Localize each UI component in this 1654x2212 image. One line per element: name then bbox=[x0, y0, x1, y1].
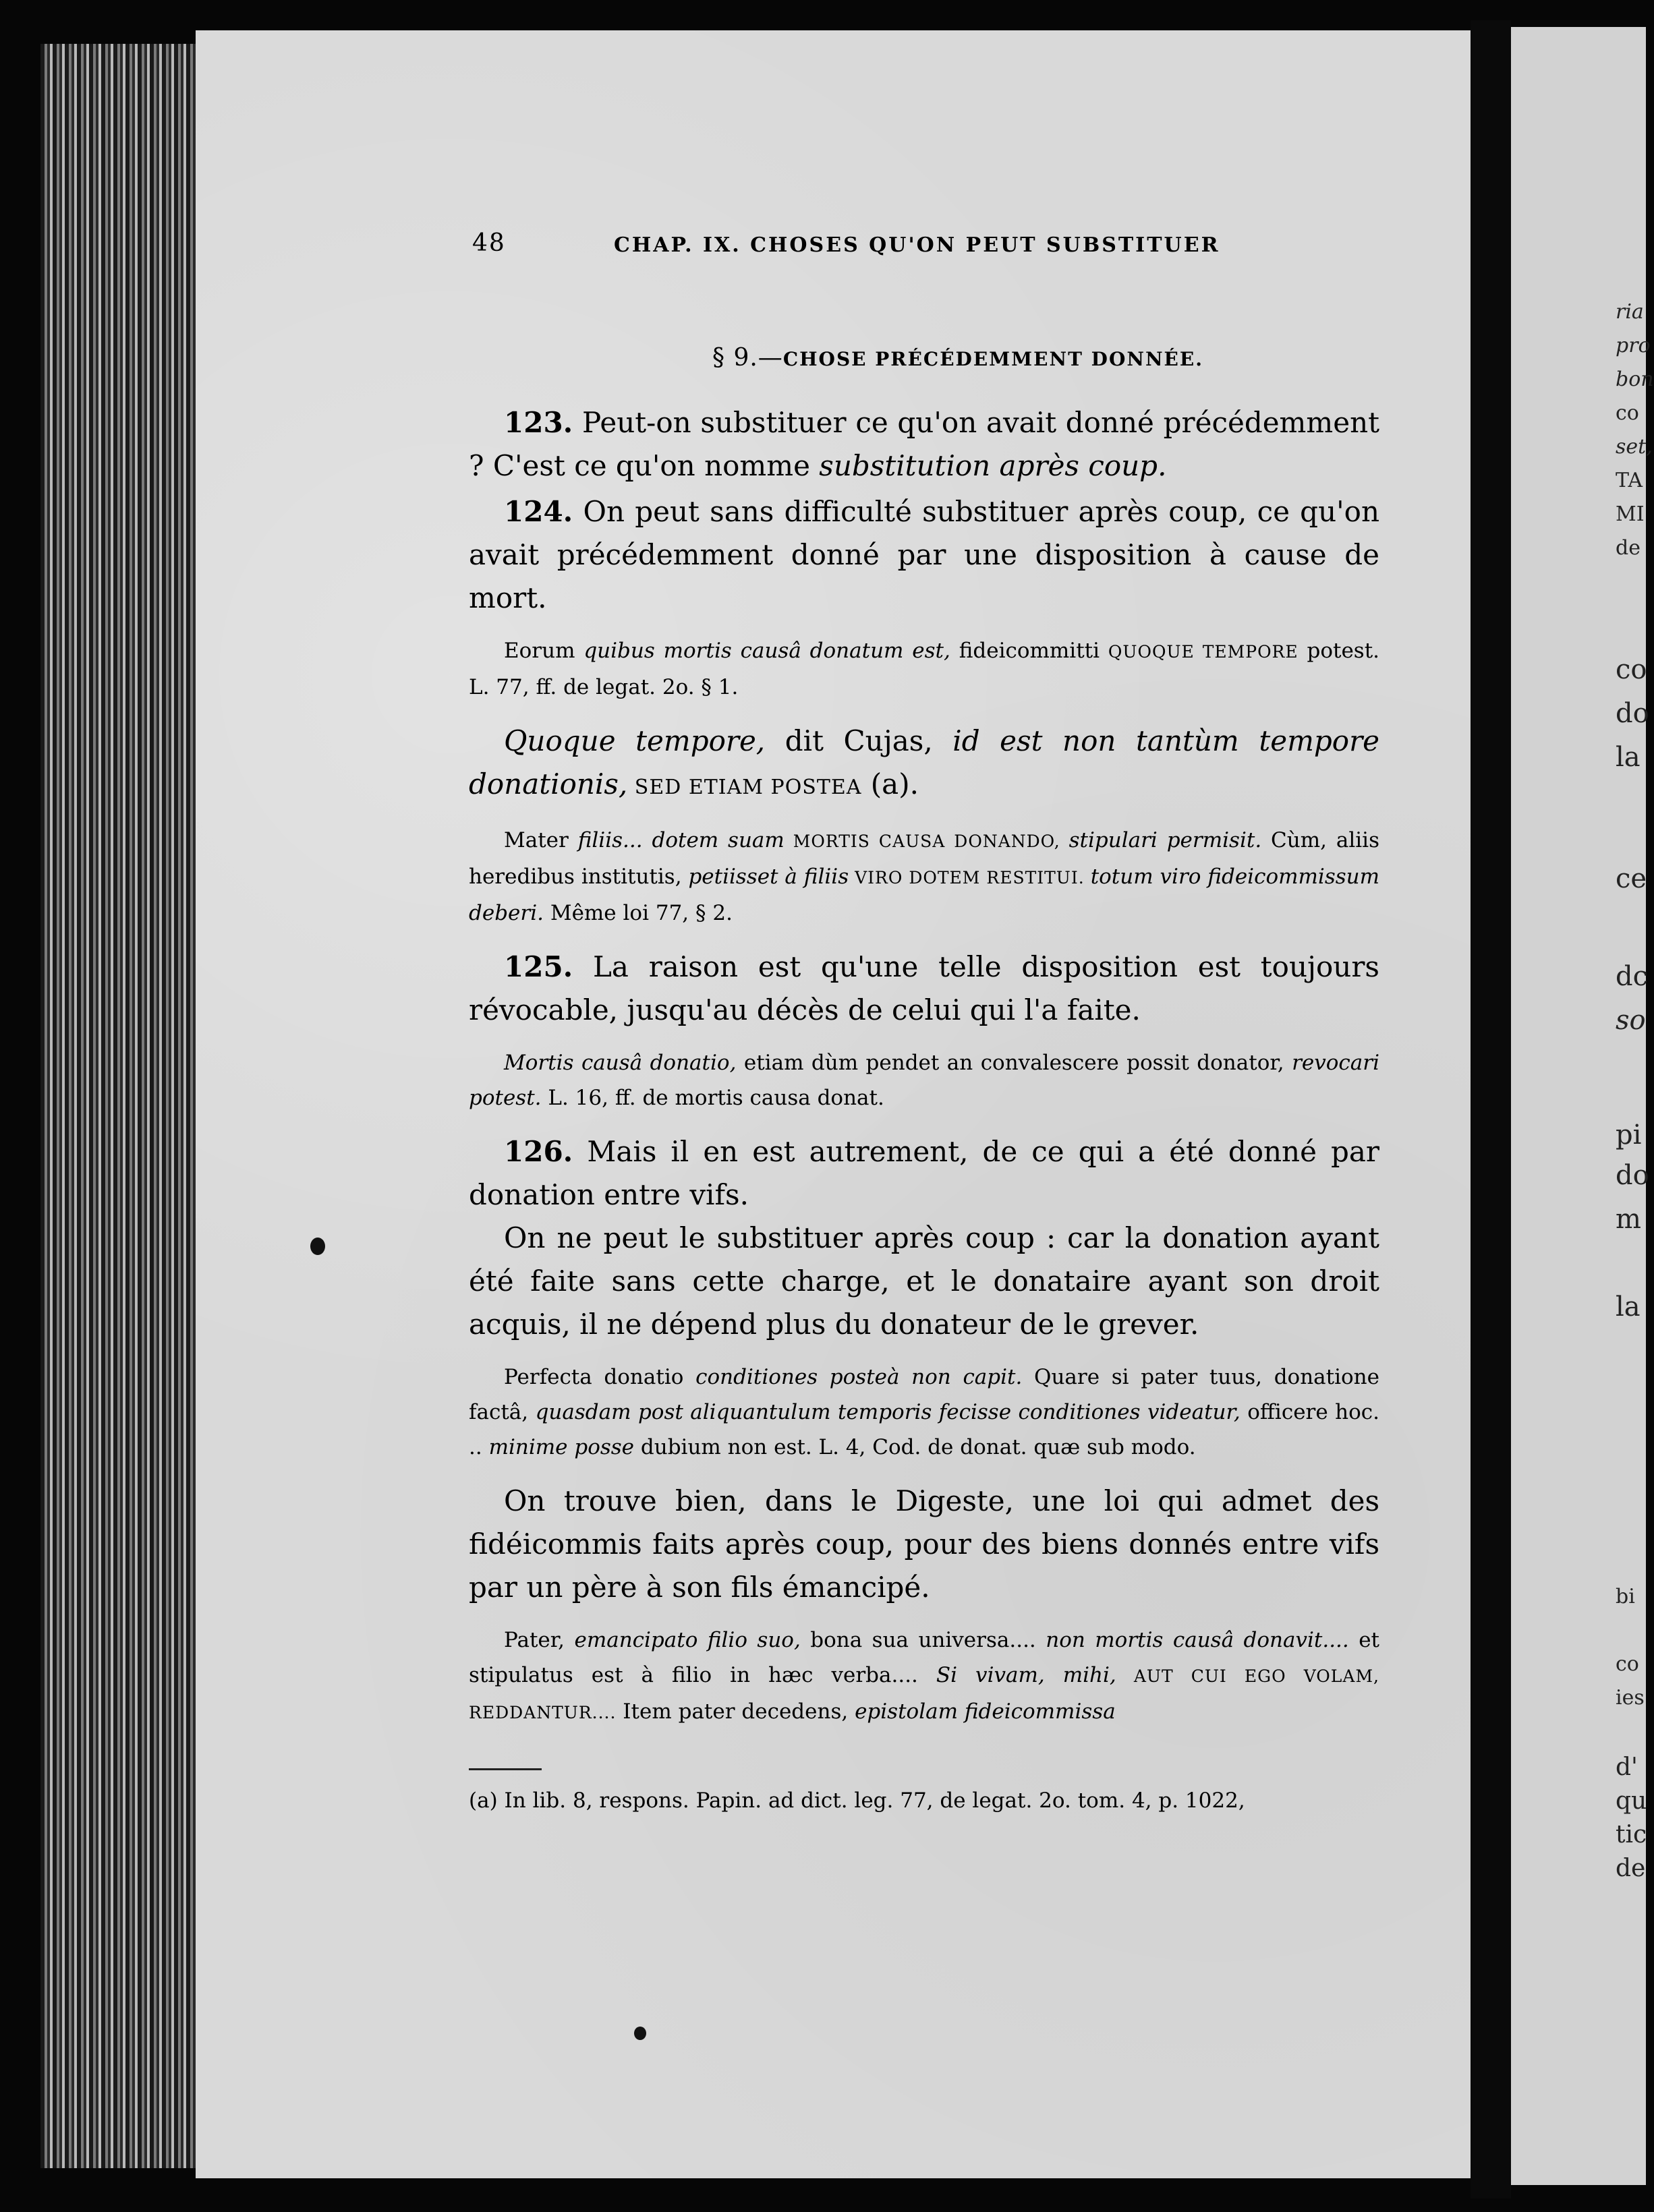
ink-spot bbox=[634, 2027, 646, 2040]
facing-fragment: ria bbox=[1616, 300, 1644, 324]
paragraph-number: 126. bbox=[504, 1135, 573, 1168]
quote-italic: quibus mortis causâ donatum est, bbox=[583, 639, 950, 663]
page-number: 48 bbox=[472, 229, 506, 257]
section-title: CHOSE PRÉCÉDEMMENT DONNÉE. bbox=[782, 348, 1203, 370]
quote-text: officere hoc. .. bbox=[469, 1400, 1380, 1459]
latin-quotation bbox=[469, 1045, 1379, 1115]
quote-smallcaps: AUT CUI EGO VOLAM, REDDANTUR.... bbox=[469, 1666, 1380, 1722]
quote-italic: conditiones posteà non capit. bbox=[695, 1365, 1023, 1389]
paragraph-text: dit Cujas, bbox=[765, 724, 953, 757]
quote-italic: totum viro fideicommissum deberi. bbox=[469, 865, 1379, 925]
facing-fragment: co bbox=[1616, 401, 1639, 425]
footnote-rule bbox=[469, 1768, 542, 1770]
facing-fragment: ce bbox=[1616, 863, 1647, 894]
quote-text: Eorum bbox=[504, 639, 584, 663]
quote-text: Item pater decedens, bbox=[616, 1699, 855, 1724]
paragraph-123 bbox=[469, 401, 1379, 488]
quote-text: Mater bbox=[504, 828, 578, 852]
paragraph-number: 125. bbox=[504, 950, 573, 983]
paragraph-text: Peut-on substituer ce qu'on avait donné précédemment ? C'est ce qu'on nomme bbox=[469, 406, 1379, 482]
facing-fragment: co bbox=[1616, 1652, 1639, 1676]
facing-fragment: pi bbox=[1616, 1119, 1642, 1151]
paragraph-number: 123. bbox=[504, 406, 573, 439]
quote-citation: L. 16, ff. de mortis causa donat. bbox=[541, 1086, 884, 1110]
quote-text: Pater, bbox=[504, 1628, 575, 1652]
quote-italic: non mortis causâ donavit.... bbox=[1046, 1628, 1349, 1652]
footnote-marker: (a). bbox=[861, 767, 919, 801]
facing-fragment: de bbox=[1616, 536, 1641, 560]
facing-fragment: pro bbox=[1616, 334, 1651, 357]
quote-smallcaps: MORTIS CAUSA DONANDO, bbox=[784, 832, 1069, 851]
facing-fragment: d' bbox=[1616, 1753, 1638, 1781]
quote-italic: quasdam post aliquantulum temporis fecisse conditiones videatur, bbox=[535, 1400, 1240, 1424]
paragraph-digeste: On trouve bien, dans le Digeste, une loi qui admet des fidéicommis faits après coup, pour des biens donnés entre vifs par un père à son fils émancipé. bbox=[469, 1484, 1379, 1604]
paragraph-emphasis: id est non tantùm tempore donationis, bbox=[469, 724, 1379, 801]
quote-text: etiam dùm pendet an convalescere possit donator, bbox=[736, 1051, 1292, 1075]
facing-fragment: de bbox=[1616, 1855, 1646, 1882]
paragraph-smallcaps: SED ETIAM POSTEA bbox=[627, 776, 862, 799]
facing-page-fragment bbox=[1511, 27, 1654, 2185]
facing-fragment: dc bbox=[1616, 961, 1649, 992]
paragraph-124 bbox=[469, 490, 1379, 620]
paragraph-126-continued: On ne peut le substituer après coup : car la donation ayant été faite sans cette charge, et le donataire ayant son droit acquis, il ne dépend plus du donateur de le grever. bbox=[469, 1221, 1379, 1341]
quote-smallcaps: VIRO DOTEM RESTITUI. bbox=[849, 868, 1091, 887]
quote-citation: potest. L. 77, ff. de legat. 2o. § 1. bbox=[469, 639, 1380, 699]
book-gutter bbox=[1471, 20, 1511, 2199]
latin-quotation bbox=[469, 633, 1379, 705]
facing-fragment: do bbox=[1616, 1160, 1649, 1191]
facing-fragment: do bbox=[1616, 698, 1649, 729]
facing-fragment: so bbox=[1616, 1005, 1646, 1036]
latin-quotation bbox=[469, 1623, 1379, 1730]
facing-fragment: ies bbox=[1616, 1686, 1645, 1710]
footnote: (a) In lib. 8, respons. Papin. ad dict. leg. 77, de legat. 2o. tom. 4, p. 1022, bbox=[469, 1788, 1245, 1813]
quote-text: et stipulatus est à filio in hæc verba.... bbox=[469, 1628, 1380, 1687]
quote-citation: Même loi 77, § 2. bbox=[543, 901, 733, 925]
section-heading bbox=[536, 344, 1379, 372]
facing-fragment: TA bbox=[1616, 469, 1643, 492]
latin-quotation bbox=[469, 1360, 1379, 1465]
book-page-edges bbox=[40, 44, 216, 2168]
quote-italic: filiis... dotem suam bbox=[577, 828, 785, 852]
quote-text: Cùm, aliis heredibus institutis, bbox=[469, 828, 1379, 889]
quote-text: Perfecta donatio bbox=[504, 1365, 696, 1389]
paragraph-cujas bbox=[469, 720, 1379, 809]
facing-fragment: bi bbox=[1616, 1585, 1635, 1608]
paragraph-emphasis: Quoque tempore, bbox=[504, 724, 766, 757]
quote-italic: epistolam fideicommissa bbox=[855, 1699, 1116, 1724]
facing-fragment: set, bbox=[1616, 435, 1653, 459]
paragraph-text: Mais il en est autrement, de ce qui a été donné par donation entre vifs. bbox=[469, 1135, 1379, 1211]
facing-fragment: bon bbox=[1616, 368, 1654, 391]
quote-text: fideicommitti bbox=[950, 639, 1108, 663]
quote-italic: revocari potest. bbox=[469, 1051, 1379, 1110]
facing-fragment: qu bbox=[1616, 1787, 1647, 1815]
running-title: CHAP. IX. CHOSES QU'ON PEUT SUBSTITUER bbox=[614, 233, 1220, 257]
facing-fragment: co bbox=[1616, 654, 1647, 685]
quote-citation: dubium non est. L. 4, Cod. de donat. quæ sub modo. bbox=[634, 1435, 1196, 1459]
quote-text: bona sua universa.... bbox=[800, 1628, 1046, 1652]
facing-fragment: m bbox=[1616, 1204, 1641, 1235]
section-label: § 9.— bbox=[712, 344, 783, 372]
paragraph-125 bbox=[469, 945, 1379, 1032]
quote-italic: emancipato filio suo, bbox=[574, 1628, 801, 1652]
paragraph-emphasis: substitution après coup. bbox=[819, 449, 1167, 482]
quote-italic: petiisset à filiis bbox=[688, 865, 849, 889]
quote-text: Quare si pater tuus, donatione factâ, bbox=[469, 1365, 1379, 1424]
quote-smallcaps: QUOQUE TEMPORE bbox=[1108, 642, 1299, 662]
facing-fragment: la bbox=[1616, 1291, 1641, 1322]
quote-italic: minime posse bbox=[488, 1435, 635, 1459]
facing-fragment: tic bbox=[1616, 1821, 1647, 1849]
paragraph-text: On peut sans difficulté substituer après coup, ce qu'on avait précédemment donné par une disposition à cause de mort. bbox=[469, 495, 1379, 614]
facing-fragment: MI bbox=[1616, 502, 1645, 526]
quote-italic: Si vivam, mihi, bbox=[936, 1663, 1116, 1687]
ink-spot bbox=[310, 1238, 325, 1255]
latin-quotation bbox=[469, 823, 1379, 931]
facing-fragment: la bbox=[1616, 742, 1641, 773]
paragraph-126 bbox=[469, 1130, 1379, 1217]
quote-italic: stipulari permisit. bbox=[1068, 828, 1262, 852]
paragraph-number: 124. bbox=[504, 495, 573, 528]
page-body bbox=[469, 344, 1379, 1817]
quote-italic: Mortis causâ donatio, bbox=[504, 1051, 737, 1075]
paragraph-text: La raison est qu'une telle disposition est toujours révocable, jusqu'au décès de celui qui l'a faite. bbox=[469, 950, 1379, 1026]
